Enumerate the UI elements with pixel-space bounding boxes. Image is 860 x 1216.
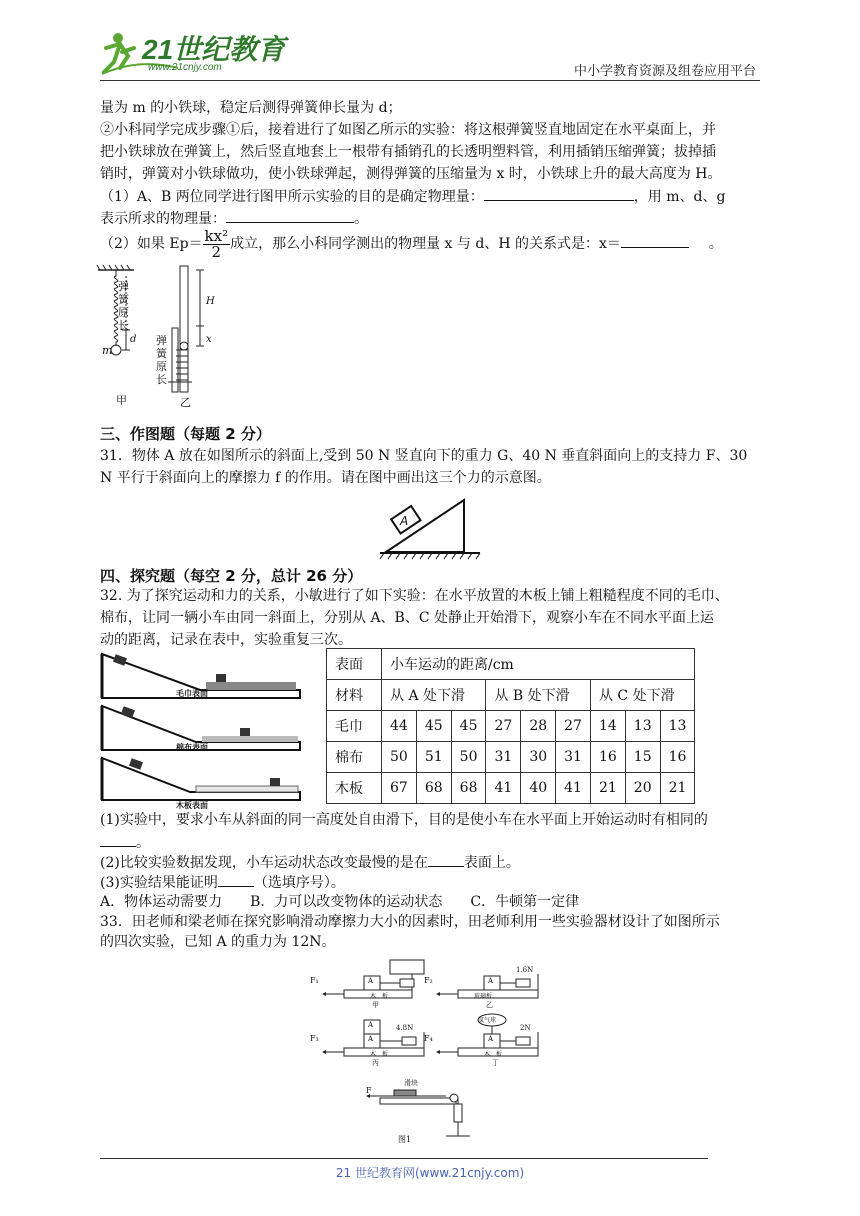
q32-sub3-text-a: (3)实验结果能证明 <box>100 875 218 891</box>
answer-blank-option[interactable] <box>218 872 254 887</box>
block-label-ding: A <box>488 1035 494 1043</box>
char: 簧 <box>156 347 167 360</box>
row-material: 毛巾 <box>327 711 382 742</box>
table-cell: 41 <box>556 773 591 804</box>
caption-towel: 毛巾表面 <box>176 688 208 698</box>
row-material: 棉布 <box>327 742 382 773</box>
caption-cotton: 棉布表面 <box>176 742 208 752</box>
answer-blank-expression[interactable] <box>226 208 354 223</box>
ep-fraction <box>203 226 231 261</box>
table-cell: 14 <box>590 711 625 742</box>
q32-sub1-cont <box>100 832 150 853</box>
q30-part2-text-b: 成立，那么小科同学测出的物理量 x 与 d、H 的关系式是：x＝ <box>230 236 621 252</box>
q30-part1-text-c: 表示所求的物理量： <box>100 211 226 227</box>
label-F3: F₃ <box>310 1034 319 1043</box>
table-cell: 50 <box>451 742 486 773</box>
spring-length-label-jia <box>118 280 130 332</box>
board-label-ding: 木 板 <box>484 1051 503 1058</box>
q32-line1: 32. 为了探究运动和力的关系，小敏进行了如下实验：在水平放置的木板上铺上粗糙程度不同的毛巾、 <box>100 588 729 604</box>
q32-sub2 <box>100 852 520 873</box>
table-cell: 67 <box>382 773 417 804</box>
q33-line2: 的四次实验，已知 A 的重力为 12N。 <box>100 934 336 950</box>
q32-line3: 动的距离，记录在表中，实验重复三次。 <box>100 632 352 648</box>
char: 长 <box>156 373 167 386</box>
table-header-row <box>327 649 695 680</box>
answer-blank-speed[interactable] <box>100 832 136 847</box>
char: 弹 <box>156 334 167 347</box>
table-cell: 45 <box>451 711 486 742</box>
q32-sub2-text-b: 表面上。 <box>463 855 520 871</box>
label-F4: F₄ <box>424 1034 433 1043</box>
footer-link[interactable]: 21 世纪教育网(www.21cnjy.com) <box>335 1166 525 1180</box>
table-cell: 16 <box>590 742 625 773</box>
reading-bing: 4.8N <box>396 1024 414 1032</box>
table-cell: 27 <box>486 711 521 742</box>
q31-line2: N 平行于斜面向上的摩擦力 f 的作用。请在图中画出这三个力的示意图。 <box>100 470 551 486</box>
table-cell: 30 <box>521 742 556 773</box>
q32-sub1-end: 。 <box>136 835 150 851</box>
platform-name: 中小学教育资源及组卷应用平台 <box>573 64 756 79</box>
table-header-material: 材料 <box>327 680 382 711</box>
block-label-bing-top: A <box>368 1021 374 1029</box>
reading-yi: 1.6N <box>516 966 534 974</box>
q30-part1-text-d: 。 <box>354 211 368 227</box>
panel-pulley <box>366 1090 470 1136</box>
table-cell: 15 <box>625 742 660 773</box>
table-row <box>327 773 695 804</box>
q32-sub2-text-a: (2)比较实验数据发现，小车运动状态改变最慢的是在 <box>100 855 428 871</box>
q32-sub3-text-b: （选填序号）。 <box>253 875 345 891</box>
block-label-bing: A <box>368 1035 374 1043</box>
figure-yi <box>168 266 204 392</box>
answer-blank-surface[interactable] <box>428 852 464 867</box>
table-cell: 13 <box>625 711 660 742</box>
q32-sub1: (1)实验中，要求小车从斜面的同一高度处自由滑下，目的是使小车在水平面上开始运动时有相同的 <box>100 812 708 828</box>
board-label-bing: 木 板 <box>370 1051 389 1058</box>
table-cell: 16 <box>660 742 695 773</box>
spring-length-label-yi <box>156 334 168 386</box>
block-label-jia: A <box>368 977 374 985</box>
table-cell: 51 <box>416 742 451 773</box>
board-label-jia: 木 板 <box>370 993 389 1000</box>
q30-part1-text-a: （1）A、B 两位同学进行图甲所示实验的目的是确定物理量： <box>100 189 484 205</box>
fraction-numerator: kx² <box>204 226 229 245</box>
q33-line1: 33．田老师和梁老师在探究影响滑动摩擦力大小的因素时，田老师利用一些实验器材设计了如图所示 <box>100 914 720 930</box>
table-cell: 21 <box>660 773 695 804</box>
table-header-from-b: 从 B 处下滑 <box>486 680 590 711</box>
block-label-yi: A <box>488 977 494 985</box>
ramp-figures <box>100 646 306 808</box>
char: 簧 <box>118 293 129 306</box>
table-header-distance: 小车运动的距离/cm <box>382 649 695 680</box>
panel-label-bing: 丙 <box>372 1059 379 1067</box>
label-F2: F₂ <box>424 976 433 985</box>
label-jia: 甲 <box>116 394 127 407</box>
table-cell: 27 <box>556 711 591 742</box>
q30-line1: 量为 m 的小铁球，稳定后测得弹簧伸长量为 d； <box>100 100 402 116</box>
q30-line3: 把小铁球放在弹簧上，然后竖直地套上一根带有插销孔的长透明塑料管，利用插销压缩弹簧；拔掉插 <box>100 144 716 160</box>
header-divider <box>100 80 760 81</box>
incline-figure[interactable] <box>378 496 484 560</box>
char: 弹 <box>118 280 129 293</box>
q30-line4: 销时，弹簧对小铁球做功，使小铁球弹起，测得弹簧的压缩量为 x 时，小铁球上升的最大高度为 H。 <box>100 166 722 182</box>
q31-line1: 31．物体 A 放在如图所示的斜面上,受到 50 N 竖直向下的重力 G、40 N 垂直斜面向上的支持力 F、30 <box>100 448 748 464</box>
block-label: A <box>400 514 409 528</box>
q30-part2-text-a: （2）如果 Ep＝ <box>100 236 203 252</box>
table-header-from-c: 从 C 处下滑 <box>590 680 694 711</box>
label-F1: F₁ <box>310 976 319 985</box>
caption-board: 木板表面 <box>176 800 208 810</box>
table-cell: 13 <box>660 711 695 742</box>
section3-title: 三、作图题（每题 2 分） <box>100 425 271 443</box>
q30-part2-text-c: 。 <box>708 236 723 252</box>
table-row <box>327 742 695 773</box>
table-cell: 28 <box>521 711 556 742</box>
answer-blank-relation[interactable] <box>621 233 689 248</box>
ramp-board <box>102 758 300 800</box>
q30-part2 <box>100 226 723 262</box>
q30-part1-text-b: ，用 m、d、g <box>633 189 726 205</box>
slider-label: 滑块 <box>404 1079 418 1087</box>
table-cell: 20 <box>625 773 660 804</box>
table-cell: 31 <box>556 742 591 773</box>
table-cell: 68 <box>416 773 451 804</box>
balloon-label: 氢气球 <box>478 1017 497 1024</box>
panel-label-ding: 丁 <box>492 1059 499 1067</box>
board-label-yi: 玻璃板 <box>474 993 493 1000</box>
figure-caption: 图1 <box>398 1135 412 1144</box>
panel-label-jia: 甲 <box>372 1001 379 1009</box>
table-cell: 21 <box>590 773 625 804</box>
table-cell: 41 <box>486 773 521 804</box>
table-header-from-a: 从 A 处下滑 <box>382 680 486 711</box>
table-cell: 68 <box>451 773 486 804</box>
logo-url: www.21cnjy.com <box>148 62 222 73</box>
section4-title: 四、探究题（每空 2 分，总计 26 分） <box>100 567 363 585</box>
answer-blank-quantity[interactable] <box>484 186 634 201</box>
panel-label-yi: 乙 <box>486 1001 493 1009</box>
logo-text: 21世纪教育 <box>142 34 286 65</box>
row-material: 木板 <box>327 773 382 804</box>
table-subheader-row <box>327 680 695 711</box>
label-x: x <box>206 334 212 345</box>
fraction-denominator: 2 <box>211 242 222 261</box>
q32-line2: 棉布，让同一辆小车由同一斜面上，分别从 A、B、C 处静止开始滑下，观察小车在不同水平面上运 <box>100 610 715 626</box>
label-d: d <box>130 334 137 345</box>
label-yi: 乙 <box>180 396 191 409</box>
char: 原 <box>156 360 167 373</box>
table-header-surface: 表面 <box>327 649 382 680</box>
q32-options: A．物体运动需要力 B．力可以改变物体的运动状态 C．牛顿第一定律 <box>100 894 580 910</box>
char: 原 <box>118 306 129 319</box>
q30-line2: ②小科同学完成步骤①后，接着进行了如图乙所示的实验：将这根弹簧竖直地固定在水平桌面上，并 <box>100 122 716 138</box>
table-cell: 45 <box>416 711 451 742</box>
distance-table <box>326 648 695 804</box>
friction-figure <box>304 958 554 1148</box>
label-F: F <box>366 1086 372 1095</box>
table-cell: 50 <box>382 742 417 773</box>
q30-part1 <box>100 186 725 207</box>
table-row <box>327 711 695 742</box>
char: 长 <box>118 319 129 332</box>
table-cell: 40 <box>521 773 556 804</box>
label-H: H <box>206 296 215 307</box>
table-cell: 31 <box>486 742 521 773</box>
table-cell: 44 <box>382 711 417 742</box>
footer-divider <box>100 1158 708 1159</box>
reading-ding: 2N <box>520 1024 531 1032</box>
q32-sub3 <box>100 872 345 893</box>
label-m: m <box>102 344 113 357</box>
